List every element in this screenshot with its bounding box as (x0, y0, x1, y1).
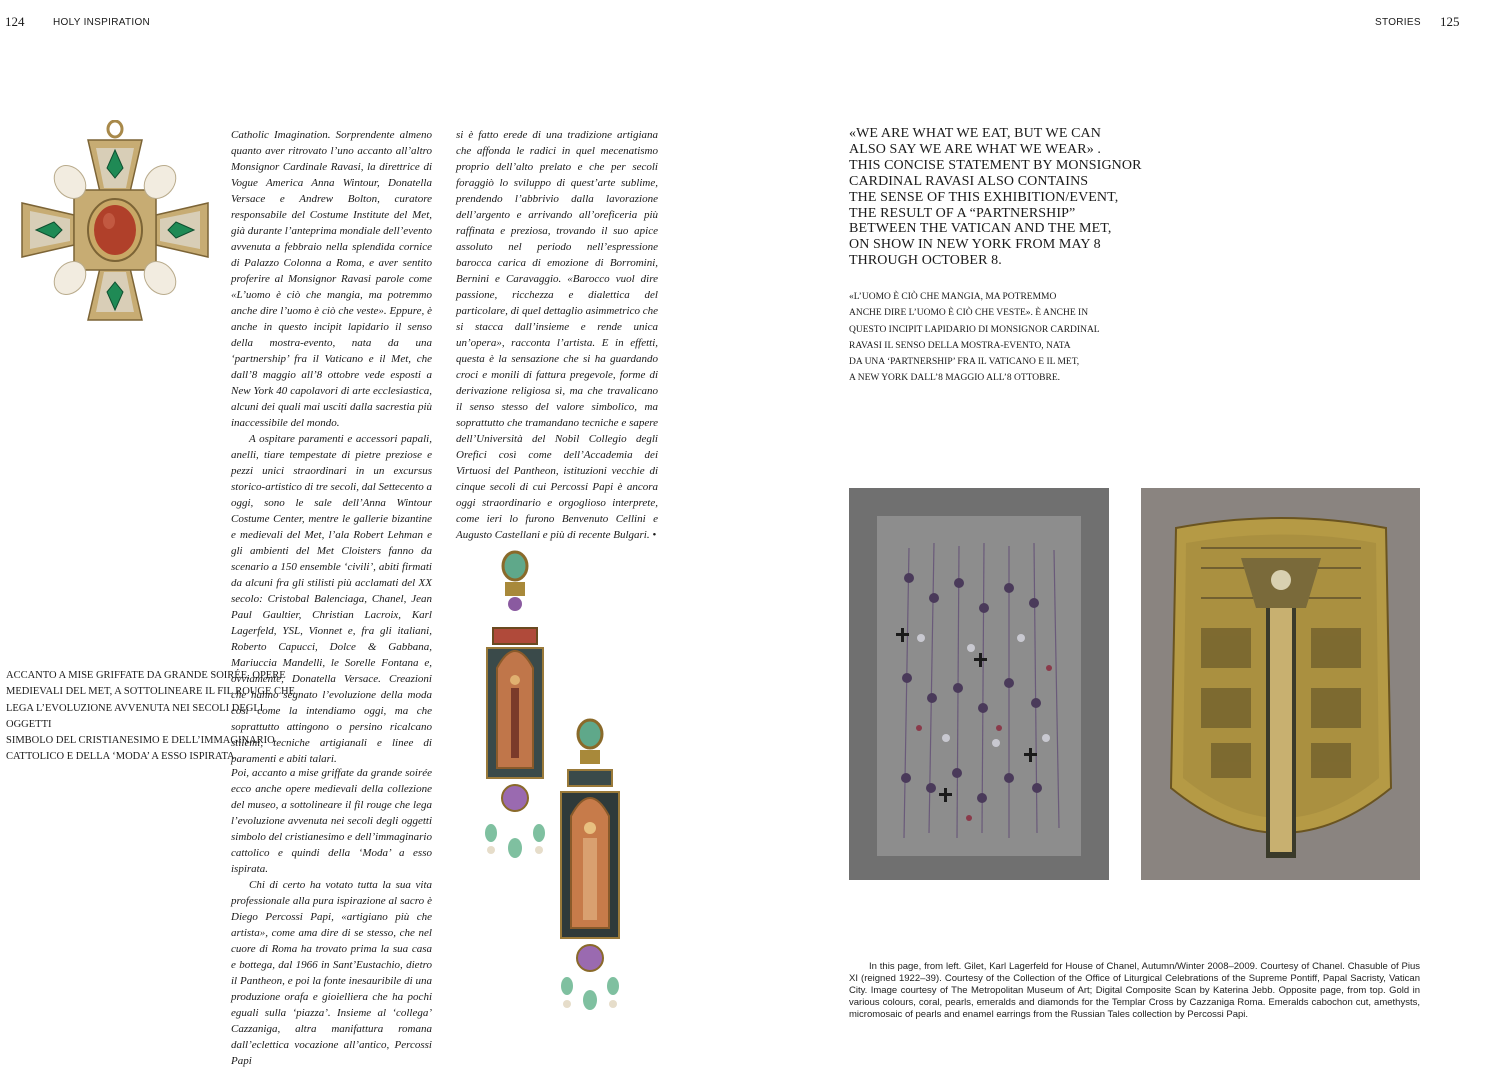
right-running-head: STORIES (1375, 17, 1421, 28)
pull-quote (849, 126, 1149, 269)
pull-quote-line: ON SHOW IN NEW YORK FROM MAY 8 (849, 237, 1101, 253)
pull-quote-line: THROUGH OCTOBER 8. (849, 253, 1002, 269)
italian-quote-line: DA UNA ‘PARTNERSHIP’ FRA IL VATICANO E IL MET, (849, 357, 1080, 368)
italian-quote-line: QUESTO INCIPIT LAPIDARIO DI MONSIGNOR CARDINAL (849, 324, 1100, 335)
pull-quote-line: «WE ARE WHAT WE EAT, BUT WE CAN (849, 126, 1101, 141)
photo-credits: In this page, from left. Gilet, Karl Lagerfeld for House of Chanel, Autumn/Winter 2008–2009. Courtesy of Chanel. Chasuble of Pius XI (reigned 1922–39). Courtesy of the Collection of the Office of Liturgical Celebrations of the Supreme Pontiff, Papal Sacristy, Vatican City. Image courtesy of The Metropolitan Museum of Art; Digital Composite Scan by Katerina Jebb. Opposite page, from top. Gold in various colours, coral, pearls, emeralds and diamonds for the Templar Cross by Cazzaniga Roma. Emeralds cabochon cut, amethysts, micromosaic of pearls and enamel earrings from the Russian Tales collection by Percossi Papi. (849, 961, 1420, 1020)
pull-quote-line: THIS CONCISE STATEMENT BY MONSIGNOR (849, 157, 1142, 173)
body-paragraph: si è fatto erede di una tradizione artigiana che affonda le radici in quel mecenatismo proprio dell’alto prelato e che per secoli foraggiò lo sviluppo di quest’arte sublime, prendendo l’abbrivio dalla lavorazione dell’argento e arrivando all’oreficeria più raffinata e preziosa, trovando il suo apice assoluto nel periodo nell’espressione barocca carica di emozione di Borromini, Bernini e Caravaggio. «Barocco vuol dire passione, ricchezza e dialettica del particolare, di quel dettaglio asimmetrico che si stacca dall’insieme e rende unica un’opera», racconta l’artista. E in effetti, questa è la sensazione che si ha guardando croci e monili di fattura pregevole, forme di derivazione religiosa sì, ma che travalicano il senso stesso del valore simbolico, ma soprattutto che tramandano tecniche e sapere dell’Università del Nobil Collegio degli Orefici così come dell’Accademia dei Virtuosi del Pantheon, istituzioni vecchie di cinque secoli di cui Percossi Papi è ancora oggi straordinario e orgoglioso interprete, come ieri lo furono Benvenuto Cellini e Augusto Castellani e più di recente Bulgari. • (456, 129, 658, 541)
pull-quote-line: BETWEEN THE VATICAN AND THE MET, (849, 221, 1112, 237)
left-page-number: 124 (5, 14, 25, 29)
caption-line: MEDIEVALI DEL MET, A SOTTOLINEARE IL FIL ROUGE CHE (6, 686, 296, 698)
body-paragraph-text: A ospitare paramenti e accessori papali, anelli, tiare tempestate di pietre preziose e pezzi unici straordinari in un excursus storico-artistico di tre secoli, dal Settecento a oggi, sono le sale dell’Anna Wintour Costume Center, mentre le gallerie bizantine e medievali del Met, l’ala Robert Lehman e gli ambienti del Met Cloisters fanno da scenario a 150 ensemble ‘civili’, abiti firmati da alcuni fra gli stilisti più acclamati del XX secolo: Cristobal Balenciaga, Chanel, Jean Paul Gaultier, Christian Lacroix, Karl Lagerfeld, YSL, Vionnet e, fra gli italiani, Roberto Capucci, Dolce & Gabbana, Mariuccia Mandelli, le Sorelle Fontana e, ovviamente, Donatella Versace. Creazioni che hanno segnato l’evoluzione della moda così come la intendiamo oggi, ma che soprattutto attingono o persino ricalcano stilemi, tecniche artigianali e linee di paramenti e abiti talari. (231, 433, 432, 765)
body-column-2 (456, 127, 658, 543)
body-column-1-continued (231, 765, 432, 1069)
templar-cross-image (0, 120, 230, 340)
body-paragraph: Chi di certo ha votato tutta la sua vita professionale alla pura ispirazione al sacro è Diego Percossi Papi, «artigiano più che artista», come ama dire di se stesso, che nel cuore di Roma ha trovato prima la sua casa e bottega, dal 1966 in Sant’Eustachio, dietro il Pantheon, e poi la fonte inesauribile di una produzione orafa e gioielliera che ha pochi eguali sulla ‘piazza’. Insieme al ‘collega’ Cazzaniga, altra manifattura romana dall’eclettica vocazione all’antico, Percossi Papi (231, 879, 432, 1067)
side-caption (6, 668, 306, 766)
italian-quote (849, 289, 1149, 387)
italian-quote-line: ANCHE DIRE L’UOMO È CIÒ CHE VESTE». È ANCHE IN (849, 308, 1089, 319)
body-paragraph: Poi, accanto a mise griffate da grande soirée ecco anche opere medievali della collezione del museo, a sottolineare il fil rouge che lega l’evoluzione avvenuta nei secoli degli oggetti simbolo del cristianesimo e dell’immaginario cattolico e quindi della ‘Moda’ a esso ispirata. (231, 767, 432, 875)
caption-line: ACCANTO A MISE GRIFFATE DA GRANDE SOIRÉE, OPERE (6, 670, 286, 681)
pull-quote-line: THE SENSE OF THIS EXHIBITION/EVENT, (849, 189, 1119, 205)
pull-quote-line: ALSO SAY WE ARE WHAT WE WEAR» . (849, 141, 1102, 157)
italian-quote-line: «L’UOMO È CIÒ CHE MANGIA, MA POTREMMO (849, 292, 1057, 302)
caption-line: CATTOLICO E DELLA ‘MODA’ A ESSO ISPIRATA (6, 751, 235, 763)
body-paragraph: Catholic Imagination. Sorprendente almeno quanto aver ritrovato l’uno accanto all’altro Monsignor Cardinale Ravasi, la direttrice di Vogue America Anna Wintour, Donatella Versace e Andrew Bolton, curatore responsabile del Costume Institute del Met, già durante l’anteprima mondiale dell’evento avvenuta a febbraio nella splendida cornice di Palazzo Colonna a Roma, e aver sentito proferire al Monsignor Ravasi parole come «L’uomo è ciò che mangia, ma potremmo anche dire l’uomo è ciò che veste». Eppure, è anche in questo incipit lapidario il senso della mostra-evento, nata da una ‘partnership’ fra il Vaticano e il Met, che dall’8 maggio all’8 ottobre vede esposti a New York 40 capolavori di arte ecclesiastica, alcuni dei quali mai usciti dalla sacrestia più inaccessibile del mondo. (231, 129, 433, 429)
pull-quote-line: THE RESULT OF A “PARTNERSHIP” (849, 205, 1076, 221)
left-running-head: HOLY INSPIRATION (53, 17, 151, 28)
gilet-image (849, 488, 1109, 880)
right-page-number: 125 (1440, 14, 1460, 29)
caption-line: SIMBOLO DEL CRISTIANESIMO E DELL’IMMAGINARIO (6, 735, 275, 747)
chasuble-image (1141, 488, 1420, 880)
earrings-image (455, 548, 655, 1023)
caption-line: LEGA L’EVOLUZIONE AVVENUTA NEI SECOLI DEGLI OGGETTI (6, 702, 264, 730)
italian-quote-line: RAVASI IL SENSO DELLA MOSTRA-EVENTO, NATA (849, 340, 1071, 351)
pull-quote-line: CARDINAL RAVASI ALSO CONTAINS (849, 173, 1089, 189)
italian-quote-line: A NEW YORK DALL’8 MAGGIO ALL’8 OTTOBRE. (849, 373, 1061, 384)
